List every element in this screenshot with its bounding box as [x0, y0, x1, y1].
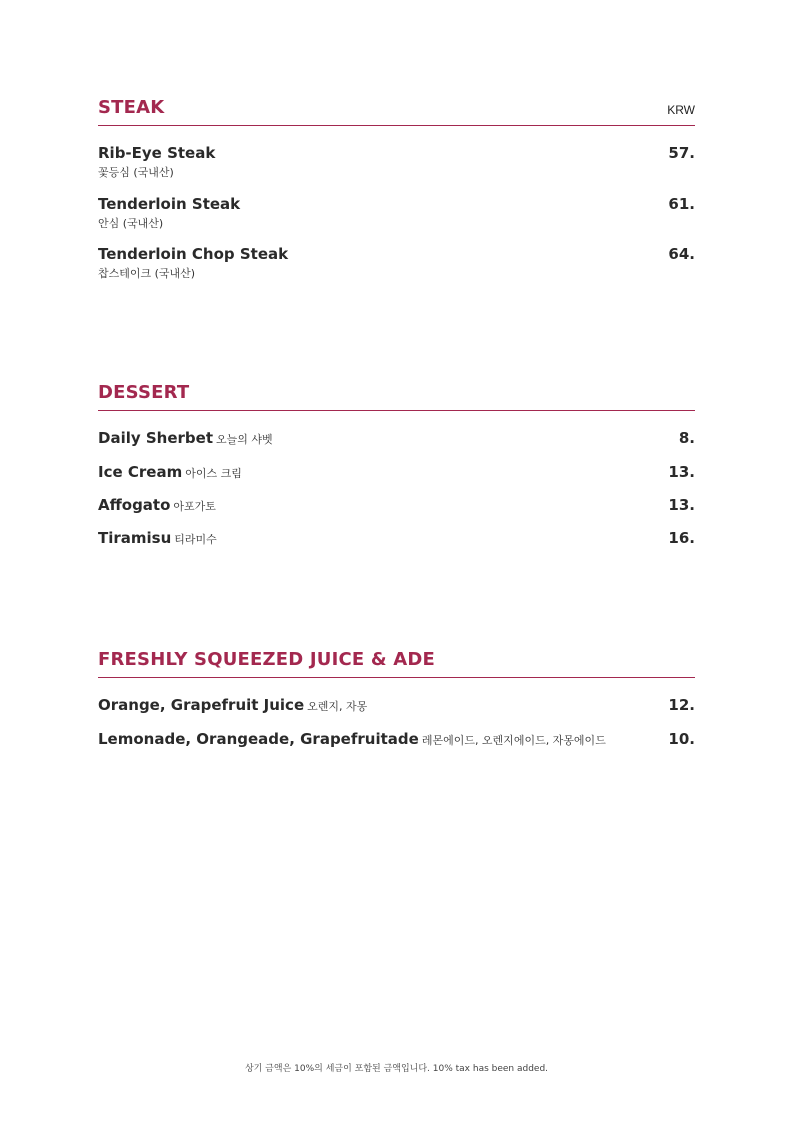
item-english-name: Orange, Grapefruit Juice — [98, 696, 305, 714]
dessert-section — [98, 382, 695, 547]
item-name: Tenderloin Steak — [98, 195, 241, 213]
item-name: Rib-Eye Steak — [98, 144, 216, 162]
juice-section — [98, 649, 695, 748]
juice-section-title: FRESHLY SQUEEZED JUICE & ADE — [98, 649, 435, 670]
item-korean-name: 티라미수 — [174, 533, 217, 546]
item-price: 57. — [668, 144, 695, 162]
item-price: 8. — [678, 429, 695, 447]
item-price: 13. — [668, 463, 695, 481]
item-korean-name: 오늘의 샤벳 — [216, 433, 273, 446]
item-korean-name: 꽃등심 (국내산) — [98, 166, 174, 179]
item-price: 13. — [668, 496, 695, 514]
steak-section — [98, 97, 695, 280]
item-price: 10. — [668, 730, 695, 748]
steak-section-title: STEAK — [98, 97, 165, 118]
currency-label: KRW — [667, 103, 695, 117]
item-name — [98, 496, 216, 514]
item-name — [98, 730, 606, 748]
item-name — [98, 696, 367, 714]
item-korean-name: 레몬에이드, 오렌지에이드, 자몽에이드 — [421, 734, 606, 747]
item-korean-name: 아이스 크림 — [185, 467, 242, 480]
item-price: 12. — [668, 696, 695, 714]
dessert-section-header — [98, 382, 695, 411]
item-english-name: Tiramisu — [98, 529, 172, 547]
item-english-name: Ice Cream — [98, 463, 183, 481]
item-price: 64. — [668, 245, 695, 263]
item-name — [98, 463, 242, 481]
item-korean-name: 안심 (국내산) — [98, 217, 164, 230]
item-english-name: Lemonade, Orangeade, Grapefruitade — [98, 730, 419, 748]
juice-section-header — [98, 649, 695, 678]
item-english-name: Affogato — [98, 496, 171, 514]
item-name — [98, 529, 217, 547]
item-name — [98, 429, 273, 447]
item-korean-name: 찹스테이크 (국내산) — [98, 267, 196, 280]
item-korean-name: 아포가토 — [173, 500, 216, 513]
steak-section-header — [98, 97, 695, 126]
dessert-section-title: DESSERT — [98, 382, 190, 403]
item-price: 16. — [668, 529, 695, 547]
item-price: 61. — [668, 195, 695, 213]
item-name: Tenderloin Chop Steak — [98, 245, 289, 263]
item-korean-name: 오렌지, 자몽 — [307, 700, 368, 713]
tax-note: 상기 금액은 10%의 세금이 포함된 금액입니다. 10% tax has been added. — [244, 1064, 549, 1074]
item-english-name: Daily Sherbet — [98, 429, 213, 447]
